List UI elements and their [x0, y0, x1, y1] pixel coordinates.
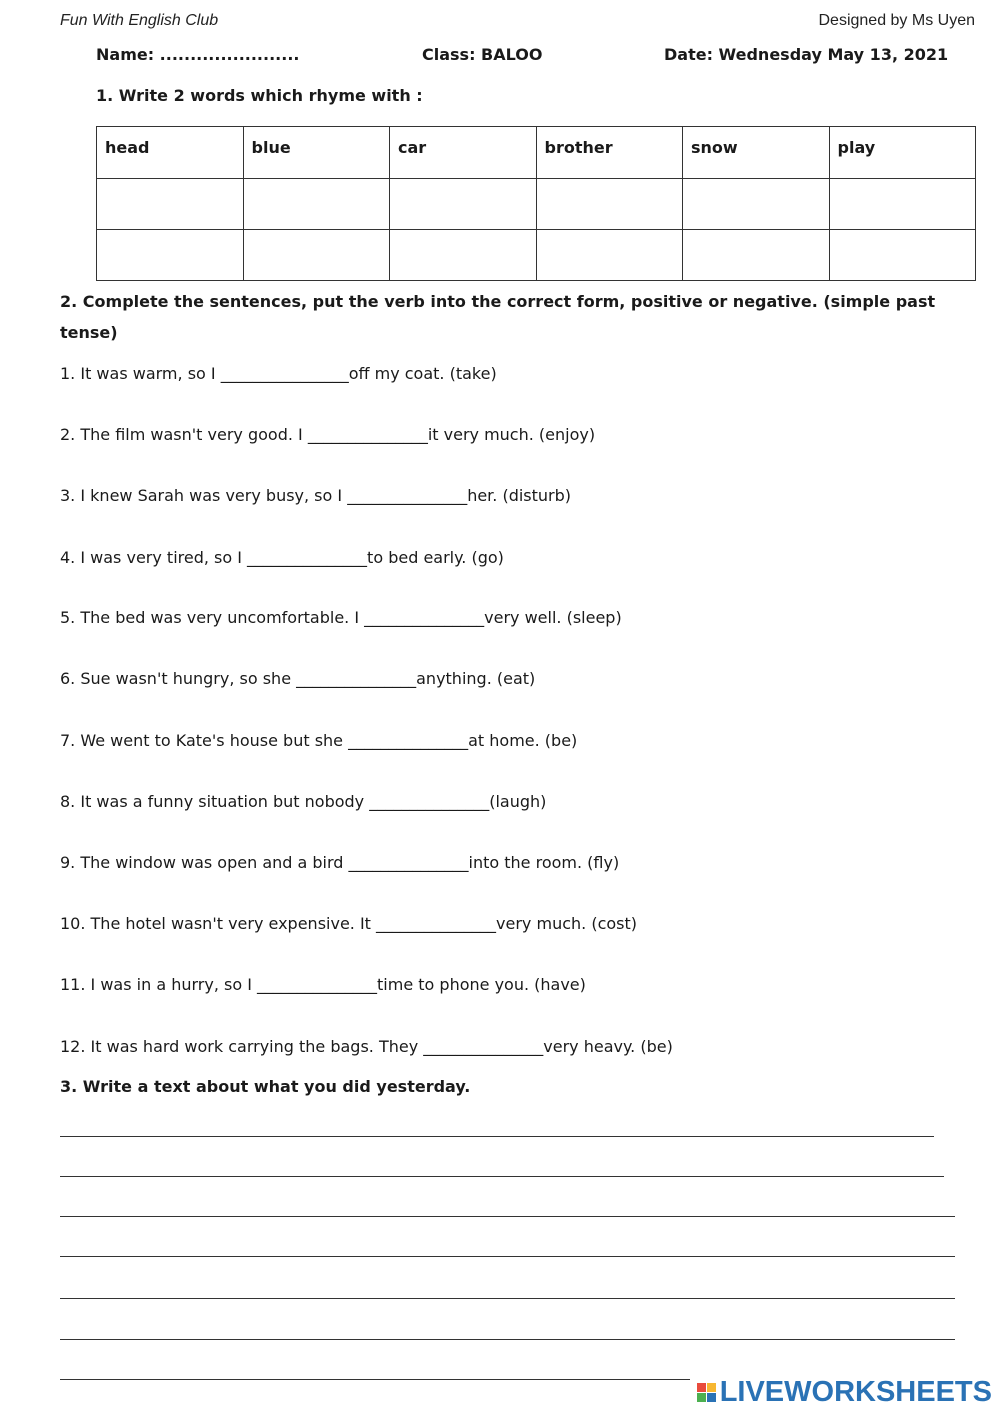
sentence-6: 6. Sue wasn't hungry, so she _______________anything. (eat) — [60, 669, 536, 688]
rhyme-answer-cell[interactable] — [829, 179, 976, 230]
sentence-5: 5. The bed was very uncomfortable. I _______________very well. (sleep) — [60, 608, 622, 627]
rhyme-answer-cell[interactable] — [683, 179, 830, 230]
sentence-2: 2. The film wasn't very good. I _______________it very much. (enjoy) — [60, 425, 596, 444]
sentence-3: 3. I knew Sarah was very busy, so I _______________her. (disturb) — [60, 486, 572, 505]
sentence-9: 9. The window was open and a bird _______________into the room. (fly) — [60, 853, 620, 872]
rhyme-answer-cell[interactable] — [243, 179, 390, 230]
rhyme-answer-cell[interactable] — [243, 230, 390, 281]
rhyme-answer-row — [97, 179, 976, 230]
rhyme-word: play — [829, 127, 976, 179]
date-field: Date: Wednesday May 13, 2021 — [664, 45, 949, 64]
sentence-4: 4. I was very tired, so I _______________to bed early. (go) — [60, 548, 504, 567]
logo-square — [707, 1393, 716, 1402]
section2-title-line1: 2. Complete the sentences, put the verb into the correct form, positive or negative. (simple past — [60, 292, 936, 311]
rhyme-answer-cell[interactable] — [97, 179, 244, 230]
club-name: Fun With English Club — [60, 12, 219, 29]
rhyme-answer-row — [97, 230, 976, 281]
rhyme-word: blue — [243, 127, 390, 179]
liveworksheets-icon — [697, 1383, 716, 1402]
logo-text: LIVEWORKSHEETS — [719, 1376, 992, 1408]
rhyme-answer-cell[interactable] — [536, 179, 683, 230]
sentence-11: 11. I was in a hurry, so I _______________time to phone you. (have) — [60, 975, 586, 994]
writing-line[interactable] — [60, 1298, 955, 1299]
designer-credit: Designed by Ms Uyen — [818, 12, 975, 29]
logo-square — [697, 1393, 706, 1402]
rhyme-word: car — [390, 127, 537, 179]
writing-line[interactable] — [60, 1136, 934, 1137]
sentence-1: 1. It was warm, so I ________________off my coat. (take) — [60, 364, 497, 383]
rhyme-answer-cell[interactable] — [683, 230, 830, 281]
writing-line[interactable] — [60, 1216, 955, 1217]
writing-line[interactable] — [60, 1256, 955, 1257]
section2-title-line2: tense) — [60, 323, 118, 342]
sentence-10: 10. The hotel wasn't very expensive. It _______________very much. (cost) — [60, 914, 637, 933]
rhyme-answer-cell[interactable] — [390, 179, 537, 230]
writing-line[interactable] — [60, 1176, 944, 1177]
section1-title: 1. Write 2 words which rhyme with : — [96, 86, 423, 105]
sentence-12: 12. It was hard work carrying the bags. They _______________very heavy. (be) — [60, 1037, 673, 1056]
rhyme-header-row — [97, 127, 976, 179]
logo-square — [697, 1383, 706, 1392]
rhyme-table — [96, 126, 976, 281]
liveworksheets-logo — [697, 1376, 992, 1409]
rhyme-word: head — [97, 127, 244, 179]
rhyme-answer-cell[interactable] — [390, 230, 537, 281]
sentence-8: 8. It was a funny situation but nobody _______________(laugh) — [60, 792, 547, 811]
rhyme-answer-cell[interactable] — [829, 230, 976, 281]
rhyme-word: brother — [536, 127, 683, 179]
logo-square — [707, 1383, 716, 1392]
rhyme-answer-cell[interactable] — [97, 230, 244, 281]
rhyme-answer-cell[interactable] — [536, 230, 683, 281]
class-field: Class: BALOO — [422, 45, 543, 64]
writing-line[interactable] — [60, 1339, 955, 1340]
writing-line[interactable] — [60, 1379, 690, 1380]
sentence-7: 7. We went to Kate's house but she _______________at home. (be) — [60, 731, 578, 750]
name-field: Name: ....................... — [96, 45, 300, 64]
rhyme-word: snow — [683, 127, 830, 179]
section3-title: 3. Write a text about what you did yesterday. — [60, 1077, 471, 1096]
